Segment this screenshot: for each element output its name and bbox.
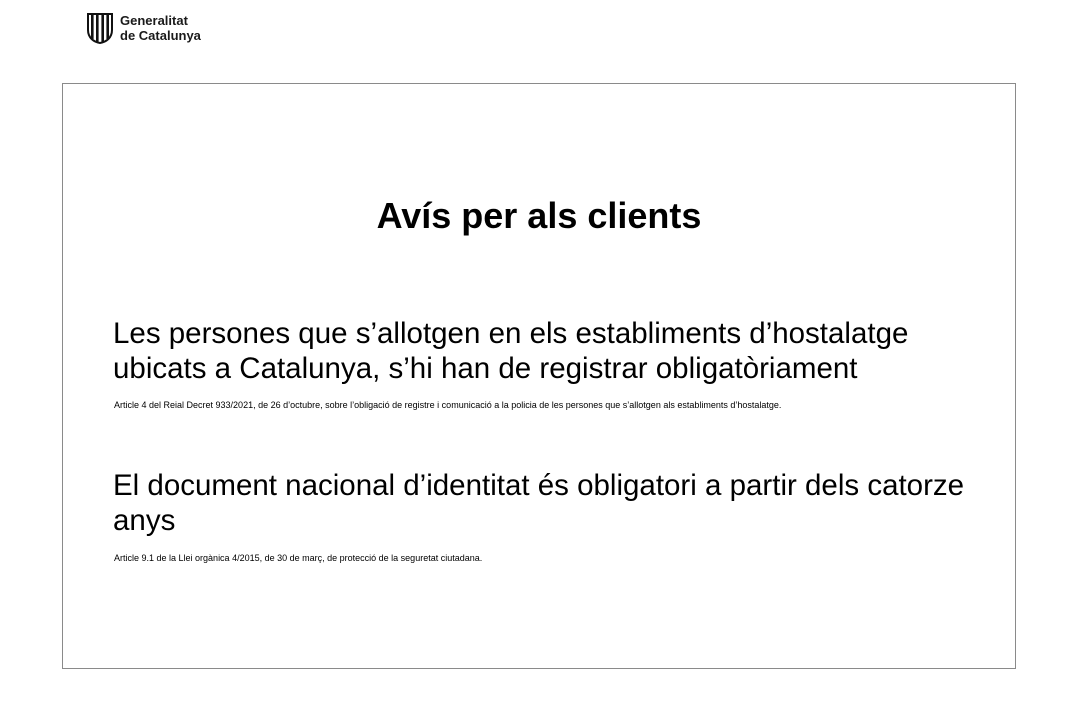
header xyxy=(86,12,201,44)
notice-frame xyxy=(62,83,1016,669)
legal-citation-identity-document: Article 9.1 de la Llei orgànica 4/2015, de 30 de març, de protecció de la seguretat ciutadana. xyxy=(114,553,483,563)
organization-name xyxy=(120,13,201,43)
legal-citation-registration: Article 4 del Reial Decret 933/2021, de 26 d’octubre, sobre l’obligació de registre i comunicació a la policia de les persones que s’allotgen als establiments d’hostalatge. xyxy=(114,400,782,410)
notice-statement-identity-document: El document nacional d’identitat és obligatori a partir dels catorze anys xyxy=(113,469,965,537)
notice-statement-registration: Les persones que s’allotgen en els establiments d’hostalatge ubicats a Catalunya, s’hi han de registrar obligatòriament xyxy=(113,317,909,385)
organization-name-line-2: de Catalunya xyxy=(120,28,201,43)
notice-title: Avís per als clients xyxy=(376,195,702,236)
organization-name-line-1: Generalitat xyxy=(120,13,188,28)
generalitat-emblem-icon xyxy=(86,12,114,44)
